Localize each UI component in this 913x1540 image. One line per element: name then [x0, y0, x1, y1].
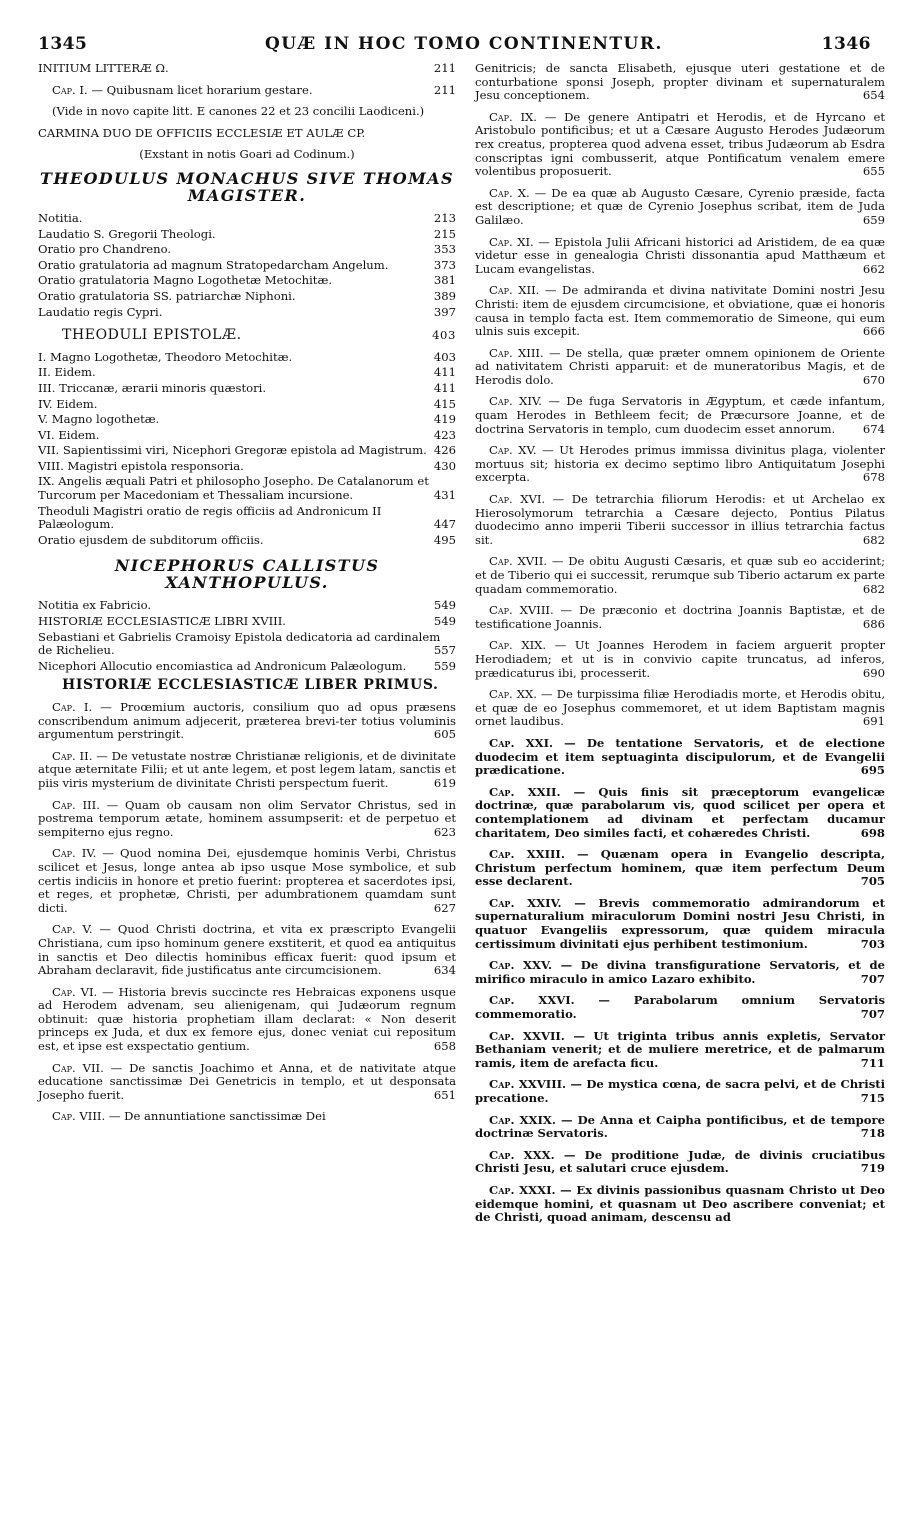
entry-text: De turpissima filiæ Herodiadis morte, et Herodis obitu, et quæ de eo Josephus commemoret, et ut idem Baptistam magnis ornet laudibus. [475, 687, 886, 729]
chapter-label: Cap. XVIII. — [489, 603, 573, 618]
section-heading: HISTORIÆ ECCLESIASTICÆ LIBER PRIMUS. [62, 677, 439, 694]
chapter-label: Cap. IV. — [52, 846, 114, 861]
entry-text: De sanctis Joachimo et Anna, et de nativitate atque educatione sanctissimæ Dei Genetricis in templo, et ut desponsata Josepho fuerit. [38, 1060, 457, 1102]
entry-text: Quænam opera in Evangelio descripta, Christum perfectum hominem, quæ item perfectum Deum esse declarent. [475, 847, 885, 889]
toc-entry [38, 599, 456, 613]
page-ref: 686 [862, 616, 885, 631]
toc-entry [38, 413, 456, 427]
page-ref: 670 [862, 372, 885, 387]
page-ref: 691 [862, 714, 885, 729]
entry-text: I. Magno Logothetæ, Theodoro Metochitæ. [38, 349, 293, 364]
page-ref: 682 [862, 532, 885, 547]
page-ref: 718 [860, 1126, 885, 1141]
entry-text: Quis finis sit præceptorum evangelicæ doctrinæ, quæ parabolarum vis, quod scilicet per opera et contemplationem ad divinam et perfectam ducamur charitatem, Deo similes facti, et cohæredes Christi. [475, 784, 885, 840]
entry-text: Sebastiani et Gabrielis Cramoisy Epistola dedicatoria ad cardinalem de Richelieu. [38, 629, 441, 658]
toc-entry [475, 959, 885, 986]
chapter-label: Cap. XVI. — [489, 492, 565, 507]
entry-text: De vetustate nostræ Christianæ religionis, et de divinitate atque æternitate Filii; et ut ante legem, et post legem latam, sanctis et piis viris mysterium de divinitate Christi perspectum fuerit. [38, 748, 457, 790]
chapter-label: Cap. XX. — [489, 687, 553, 702]
author-heading: NICEPHORUS CALLISTUS XANTHOPULUS. [114, 556, 380, 593]
page-ref: 690 [862, 665, 885, 680]
page-ref: 674 [862, 421, 885, 436]
entry-text: Notitia. [38, 210, 83, 225]
page-ref: 423 [433, 427, 456, 442]
page-ref: 211 [433, 82, 456, 97]
page-ref: 605 [433, 727, 456, 742]
page-ref: 666 [862, 324, 885, 339]
entry-text: Oratio gratulatoria ad magnum Stratopedarcham Angelum. [38, 257, 389, 272]
chapter-label: Cap. XIII. — [489, 345, 561, 360]
entry-text: De stella, quæ præter omnem opinionem de Oriente ad nativitatem Christi apparuit: et de muneratoribus Magis, et de Herodis dolo. [475, 345, 886, 387]
toc-entry [475, 236, 885, 277]
entry-text: De fuga Servatoris in Ægyptum, et cæde infantum, quam Herodes in Bethleem fecit; de Præcursore Joanne, et de doctrina Servatoris in templo, cum duodecim esset annorum. [475, 394, 886, 436]
entry-text: Proœmium auctoris, consilium quo ad opus præsens conscribendum animum adjecerit, præterea brevi-ter totius voluminis argumentum perstringit. [38, 700, 456, 742]
entry-text: Quam ob causam non olim Servator Christus, sed in postrema temporum ætate, hominem assumpserit: et de perpetuo et sempiterno ejus regno. [38, 797, 456, 839]
entry-text: Notitia ex Fabricio. [38, 598, 152, 613]
page-ref: 549 [433, 598, 456, 613]
page-ref: 662 [862, 261, 885, 276]
page-number-right: 1346 [821, 34, 871, 54]
page-ref: 658 [433, 1039, 456, 1054]
entry-text: Quod Christi doctrina, et vita ex præscripto Evangelii Christiana, cum ipso hominum genere exstiterit, et quod ea antiquitus in sanctis et Deo dilectis hominibus efficax fuerit: quod ipsum et Abraham declaravit, fide justificatus ante circumcisionem. [38, 922, 457, 978]
toc-entry [475, 395, 885, 436]
chapter-label: Cap. XXX. — [489, 1147, 576, 1162]
page-ref: 389 [433, 288, 456, 303]
author-heading: THEODULUS MONACHUS SIVE THOMAS MAGISTER. [40, 168, 454, 205]
entry-text: Nicephori Allocutio encomiastica ad Andronicum Palæologum. [38, 658, 407, 673]
chapter-label: Cap. II. — [52, 748, 108, 763]
toc-entry [38, 750, 456, 791]
toc-entry [475, 604, 885, 631]
entry-text: Historia brevis succincte res Hebraicas exponens usque ad Herodem advenam, seu alienigenam, qui Judæorum regnum obtinuit: quæ historia prophetiam illam declarat: « Non deserit princeps ex Juda, et dux ex femore ejus, donec veniat cui repositum est, et ipse est exspectatio gentium. [38, 984, 456, 1054]
entry-text: Laudatio regis Cypri. [38, 304, 163, 319]
page-ref: 715 [860, 1091, 885, 1105]
page-ref: 403 [433, 349, 456, 364]
entry-text: IX. Angelis æquali Patri et philosopho Josepho. De Catalanorum et Turcorum per Macedoniam et Thessaliam incursione. [38, 474, 429, 503]
toc-entry [475, 1114, 885, 1141]
entry-text: De proditione Judæ, de divinis cruciatibus Christi Jesu, et salutari cruce ejusdem. [475, 1147, 885, 1176]
chapter-label: Cap. VIII. — [52, 1109, 121, 1124]
chapter-label: Cap. XXVII. — [489, 1028, 585, 1043]
chapter-label: Cap. XIX. — [489, 638, 567, 653]
page-ref: 651 [433, 1087, 456, 1102]
page-ref: 373 [433, 257, 456, 272]
page-ref: 695 [860, 763, 885, 778]
toc-entry [38, 398, 456, 412]
entry-text: IV. Eidem. [38, 396, 98, 411]
chapter-list [475, 111, 885, 1225]
toc-entry [38, 429, 456, 443]
entry-text: De divina transfiguratione Servatoris, et de mirifico miraculo in amico Lazaro exhibito. [475, 958, 885, 986]
entry-text: Brevis commemoratio admirandorum et supernaturalium miraculorum Domini nostri Jesu Christi, in quatuor Evangeliis expressorum, quæ quidem miracula certissimum divinitati ejus perhibent testimonium. [475, 895, 885, 951]
toc-entry [475, 493, 885, 547]
entry-text: Ut triginta tribus annis expletis, Servator Bethaniam venerit; et de muliere meretrice, et de palmarum ramis, item de arefacta ficu. [475, 1028, 885, 1070]
entry-text: HISTORIÆ ECCLESIASTICÆ LIBRI XVIII. [38, 614, 286, 629]
entry-text: Oratio pro Chandreno. [38, 242, 172, 257]
page-header [0, 0, 913, 60]
works-list [38, 599, 456, 673]
chapter-label: Cap. XIV. — [489, 394, 560, 409]
page-ref: 403 [432, 328, 456, 343]
entry-text: Oratio gratulatoria SS. patriarchæ Niphoni. [38, 288, 296, 303]
toc-entry [475, 187, 885, 228]
entry-text: Ut Herodes primus immissa divinitus plaga, violenter mortuus sit; historia ex decimo septimo libro Antiquitatum Josephi excerpta. [475, 443, 885, 485]
entry-text: Theoduli Magistri oratio de regis officiis ad Andronicum II Palæologum. [38, 503, 382, 532]
page-ref: 711 [860, 1055, 885, 1070]
page-ref: 719 [860, 1161, 885, 1176]
toc-entry [475, 897, 885, 951]
toc-entry [38, 505, 456, 532]
chapter-list [38, 701, 456, 1124]
chapter-label: Cap. XI. — [489, 234, 550, 249]
entry-text: Oratio ejusdem de subditorum officiis. [38, 532, 264, 547]
toc-entry [475, 1078, 885, 1105]
entry-text: De tentatione Servatoris, et de electione duodecim et item septuaginta discipulorum, et de Evangelii prædicatione. [475, 735, 886, 778]
page-ref: 559 [433, 658, 456, 673]
entry-text: CARMINA DUO DE OFFICIIS ECCLESIÆ ET AULÆ CP. [38, 125, 366, 140]
page-ref: 353 [433, 242, 456, 257]
toc-entry [38, 799, 456, 840]
chapter-label: Cap. XII. — [489, 283, 557, 298]
toc-entry [475, 284, 885, 338]
toc-entry [38, 1110, 456, 1124]
section-heading [38, 329, 456, 343]
page-ref: 619 [433, 775, 456, 790]
page-ref: 211 [433, 61, 456, 75]
entry-text: De admiranda et divina nativitate Domini nostri Jesu Christi: item de ejusdem circumcisione, et obviatione, quæ ei honoris causa in templo facta est. Item commemoratio de Simeone, qui eum ulnis suis excepit. [475, 283, 886, 339]
chapter-label: Cap. IX. — [489, 109, 557, 124]
toc-entry [38, 290, 456, 304]
chapter-label: Cap. I. — [52, 700, 112, 714]
toc-entry [475, 639, 885, 680]
entry-text: INITIUM LITTERÆ Ω. [38, 61, 169, 75]
page-ref: 549 [433, 614, 456, 629]
page-ref: 430 [433, 458, 456, 473]
chapter-label: Cap. XXXI. — [489, 1182, 572, 1197]
entry-text: De tetrarchia filiorum Herodis: et ut Archelao ex Hierosolymorum tetrarchia a Cæsare dejecto, Pontius Pilatus duodecimo anno imperii Tiberii successor in illius tetrarchia factus sit. [475, 492, 886, 547]
chapter-label: Cap. XXI. — [489, 735, 576, 750]
page-ref: 705 [860, 874, 885, 889]
toc-entry [38, 366, 456, 380]
toc-entry [38, 228, 456, 242]
chapter-label: Cap. XXIX. — [489, 1112, 573, 1127]
chapter-label: Cap. VI. — [52, 984, 114, 999]
page-number-left: 1345 [38, 34, 88, 54]
page-ref: 655 [862, 164, 885, 179]
toc-entry [38, 259, 456, 273]
entry-text: III. Triccanæ, ærarii minoris quæstori. [38, 380, 267, 395]
entry-text: II. Eidem. [38, 365, 96, 380]
toc-entry [38, 631, 456, 658]
entry-text: Ut Joannes Herodem in faciem arguerit propter Herodiadem; et ut is in convivio capite truncatus, ad inferos, prædicaturus ibi, processerit. [475, 638, 885, 680]
page-ref: 707 [860, 1007, 885, 1022]
toc-entry [38, 274, 456, 288]
right-column [475, 62, 885, 1233]
chapter-label: Cap. XXVI. — [489, 993, 610, 1008]
page-ref: 411 [433, 380, 456, 395]
page-ref: 213 [433, 210, 456, 225]
chapter-label: Cap. XXII. — [489, 784, 586, 799]
page-ref: 495 [433, 532, 456, 547]
chapter-label: Cap. XV. — [489, 443, 554, 458]
section-heading [38, 127, 456, 141]
entry-text: Quibusnam licet horarium gestare. [106, 82, 313, 97]
toc-entry [475, 688, 885, 729]
entry-text: De Anna et Caipha pontificibus, et de tempore doctrinæ Servatoris. [475, 1112, 885, 1141]
page-ref: 447 [433, 517, 456, 532]
section-heading [38, 62, 456, 76]
page-ref: 419 [433, 412, 456, 427]
page-ref: 682 [862, 581, 885, 596]
page-ref: 678 [862, 470, 885, 485]
entry-text: De ea quæ ab Augusto Cæsare, Cyrenio præside, facta est descriptione; et quæ de Cyrenio Josephus scribat, item de Juda Galilæo. [475, 185, 885, 227]
toc-entry [475, 786, 885, 840]
entry-text: De annuntiatione sanctissimæ Dei [124, 1109, 326, 1124]
toc-entry [38, 847, 456, 915]
page-ref: 557 [433, 643, 456, 658]
page-ref: 415 [433, 396, 456, 411]
entry-text: VII. Sapientissimi viri, Nicephori Gregoræ epistola ad Magistrum. [38, 443, 427, 458]
chapter-label: Cap. I. — [52, 82, 103, 97]
toc-entry [38, 534, 456, 548]
page-ref: 659 [862, 212, 885, 227]
toc-entry [38, 306, 456, 320]
toc-entry [38, 986, 456, 1054]
toc-entry [475, 1184, 885, 1225]
toc-entry [475, 111, 885, 179]
chapter-label: Cap. XXIV. — [489, 895, 586, 910]
toc-entry [38, 84, 456, 98]
page-ref: 623 [433, 824, 456, 839]
entry-text: Oratio gratulatoria Magno Logothetæ Metochitæ. [38, 273, 333, 288]
entry-text: THEODULI EPISTOLÆ. [62, 327, 242, 344]
toc-entry [475, 555, 885, 596]
entry-text: Ex divinis passionibus quasnam Christo ut Deo eidemque homini, et quasnam ut Deo ascribere conveniat; et de Christi, quoad animam, descensu ad [475, 1182, 885, 1225]
toc-entry [38, 382, 456, 396]
entry-text: (Exstant in notis Goari ad Codinum.) [139, 147, 355, 162]
page-ref: 397 [433, 304, 456, 319]
page-ref: 698 [860, 825, 885, 840]
chapter-label: Cap. X. — [489, 185, 547, 200]
entry-text: VI. Eidem. [38, 427, 100, 442]
toc-entry [38, 444, 456, 458]
epistles-list [38, 351, 456, 548]
toc-entry [475, 1030, 885, 1071]
works-list [38, 212, 456, 319]
toc-entry [475, 444, 885, 485]
toc-entry [38, 460, 456, 474]
toc-entry [475, 737, 885, 778]
entry-text: De genere Antipatri et Herodis, et de Hyrcano et Aristobulo pontificibus; et ut a Cæsare Augusto Herodes Judæorum rex creatus, propterea quod advena esset, tribus Judæorum ab Esdra conscriptas igni combusserit, atque Pontificatum venalem emere volentibus proposuerit. [475, 109, 885, 179]
toc-entry [38, 923, 456, 977]
toc-entry [38, 615, 456, 629]
chapter-label: Cap. V. — [52, 922, 112, 937]
note [38, 148, 456, 162]
entry-text: V. Magno logothetæ. [38, 412, 160, 427]
entry-text: Laudatio S. Gregorii Theologi. [38, 226, 216, 241]
page-ref: 431 [433, 488, 456, 503]
toc-entry [475, 62, 885, 103]
page-ref: 634 [433, 963, 456, 978]
page-ref: 627 [433, 900, 456, 915]
page-ref: 411 [433, 365, 456, 380]
page-ref: 707 [860, 971, 885, 986]
entry-text: De præconio et doctrina Joannis Baptistæ, et de testificatione Joannis. [475, 603, 886, 631]
toc-entry [38, 351, 456, 365]
page-ref: 381 [433, 273, 456, 288]
chapter-label: Cap. XXIII. — [489, 847, 589, 862]
entry-text: De mystica cœna, de sacra pelvi, et de Christi precatione. [475, 1077, 885, 1105]
entry-text: Quod nomina Dei, ejusdemque hominis Verbi, Christus scilicet et Jesus, longe antea ab ipso usque Mose symbolice, et sub certis indiciis in honore et pretio fuerint: propterea et sacerdotes ipsi, et reges, et prophetæ, Christi, per adumbrationem quamdam sunt dicti. [38, 846, 457, 915]
entry-text: Epistola Julii Africani historici ad Aristidem, de ea quæ videtur esse in genealogia Christi dissonantia apud Matthæum et Lucam evangelistas. [475, 234, 886, 276]
page-ref: 215 [433, 226, 456, 241]
chapter-label: Cap. III. — [52, 797, 119, 812]
entry-text: Parabolarum omnium Servatoris commemoratio. [475, 993, 885, 1022]
toc-entry [38, 660, 456, 674]
left-column [38, 62, 456, 1132]
chapter-label: Cap. XXVIII. — [489, 1077, 582, 1092]
chapter-label: Cap. XXV. — [489, 958, 573, 973]
entry-text: De obitu Augusti Cæsaris, et quæ sub eo acciderint; et de Tiberio qui ei successit, rerumque sub Tiberio actarum ex parte quadam commemoratio. [475, 554, 885, 596]
entry-text: Genitricis; de sancta Elisabeth, ejusque uteri gestatione et de conturbatione sponsi Joseph, propter divinam et supernaturalem Jesu conceptionem. [475, 61, 885, 103]
chapter-label: Cap. VII. — [52, 1060, 123, 1075]
entry-text: VIII. Magistri epistola responsoria. [38, 458, 244, 473]
toc-entry [38, 243, 456, 257]
toc-entry [475, 1149, 885, 1176]
toc-entry [38, 701, 456, 742]
page-ref: 654 [862, 88, 885, 103]
entry-text: (Vide in novo capite litt. E canones 22 et 23 concilii Laodiceni.) [52, 104, 425, 119]
toc-entry [475, 848, 885, 889]
chapter-label: Cap. XVII. — [489, 554, 564, 569]
page-ref: 426 [433, 443, 456, 458]
toc-entry [475, 994, 885, 1021]
toc-entry [38, 1062, 456, 1103]
toc-entry [475, 347, 885, 388]
page-ref: 703 [860, 936, 885, 951]
toc-entry [38, 475, 456, 502]
running-title: QUÆ IN HOC TOMO CONTINENTUR. [265, 34, 663, 54]
toc-entry [38, 212, 456, 226]
note [38, 105, 456, 119]
